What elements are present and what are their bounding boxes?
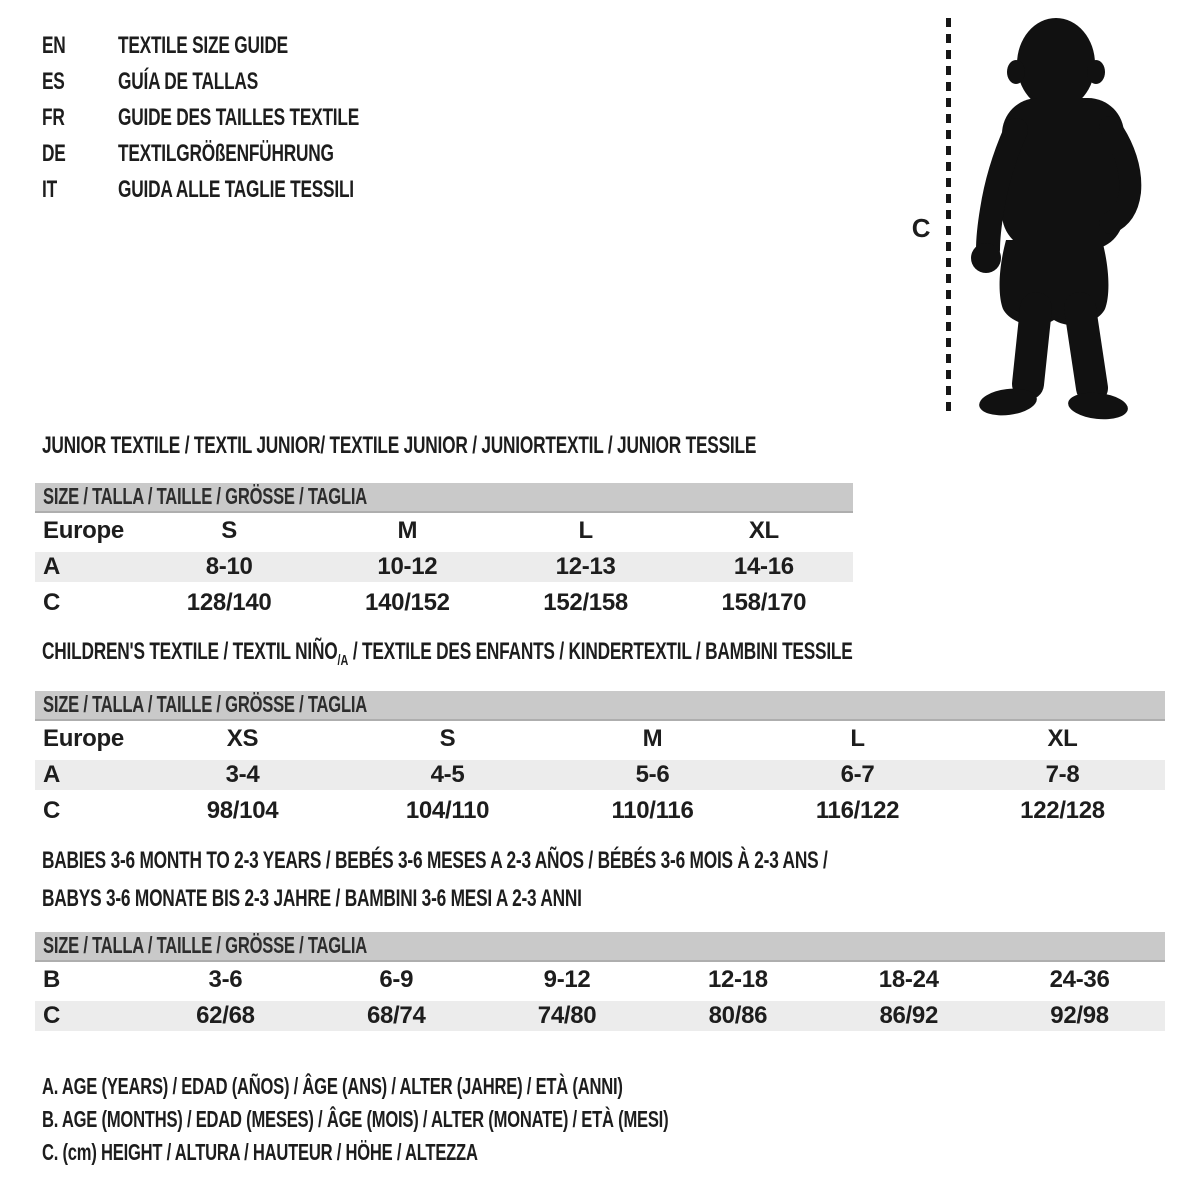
babies-size-table — [35, 932, 1165, 1034]
row-label-cell: A — [43, 761, 61, 788]
table-cell: L — [578, 517, 593, 544]
toddler-silhouette-icon — [958, 12, 1143, 422]
babies-title-line2: BABYS 3-6 MONATE BIS 2-3 JAHRE / BAMBINI 3-6 MESI A 2-3 ANNI — [42, 885, 582, 912]
table-cell: XS — [226, 725, 259, 752]
row-label-cell: A — [43, 553, 61, 580]
table-cell: S — [221, 517, 237, 544]
table-cell: 158/170 — [721, 589, 807, 616]
size-header-bar: SIZE / TALLA / TAILLE / GRÖSSE / TAGLIA — [35, 691, 1165, 721]
language-row — [42, 64, 453, 100]
legend-line-height: C. (cm) HEIGHT / ALTURA / HAUTEUR / HÖHE / ALTEZZA — [42, 1139, 478, 1165]
table-cell: 18-24 — [878, 966, 939, 993]
table-cell: 152/158 — [543, 589, 628, 616]
language-row — [42, 28, 453, 64]
legend-line-age-months: B. AGE (MONTHS) / EDAD (MESES) / ÂGE (MOIS) / ALTER (MONATE) / ETÀ (MESI) — [42, 1106, 669, 1132]
children-section-title — [42, 638, 1168, 669]
table-cell: 4-5 — [430, 761, 465, 788]
language-code: DE — [42, 140, 66, 167]
language-title: TEXTILGRÖßENFÜHRUNG — [118, 140, 334, 167]
table-cell: 12-13 — [555, 553, 616, 580]
table-cell: 68/74 — [366, 1002, 426, 1029]
size-header-bar: SIZE / TALLA / TAILLE / GRÖSSE / TAGLIA — [35, 932, 1165, 962]
table-cell: 74/80 — [537, 1002, 597, 1029]
language-code: EN — [42, 32, 66, 59]
table-cell: 12-18 — [707, 966, 768, 993]
table-cell: S — [439, 725, 456, 752]
table-cell: XL — [1047, 725, 1078, 752]
babies-section-title — [42, 842, 1133, 918]
language-title: GUIDE DES TAILLES TEXTILE — [118, 104, 360, 131]
table-cell: 128/140 — [186, 589, 272, 616]
table-cell: 122/128 — [1020, 797, 1105, 824]
height-dashed-line — [946, 18, 951, 416]
table-cell: 7-8 — [1045, 761, 1080, 788]
language-code: ES — [42, 68, 65, 95]
table-row-height — [35, 585, 853, 621]
table-cell: 86/92 — [879, 1002, 939, 1029]
table-cell: 10-12 — [377, 553, 438, 580]
row-label-cell: C — [43, 797, 61, 824]
table-row-europe — [35, 513, 853, 549]
language-title: GUÍA DE TALLAS — [118, 68, 259, 95]
table-row-height — [35, 998, 1165, 1034]
language-title: TEXTILE SIZE GUIDE — [118, 32, 288, 59]
children-title-suffix: / TEXTILE DES ENFANTS / KINDERTEXTIL / BAMBINI TESSILE — [348, 638, 853, 665]
table-row-europe — [35, 721, 1165, 757]
table-cell: XL — [748, 517, 779, 544]
table-cell: 80/86 — [708, 1002, 768, 1029]
children-title-prefix: CHILDREN'S TEXTILE / TEXTIL NIÑO — [42, 638, 338, 665]
table-cell: M — [397, 517, 418, 544]
language-code: FR — [42, 104, 65, 131]
row-label-cell: Europe — [43, 725, 124, 752]
row-label-cell: C — [43, 589, 61, 616]
table-cell: 3-4 — [225, 761, 260, 788]
table-cell: 14-16 — [733, 553, 794, 580]
children-title-sub: /A — [337, 652, 349, 669]
legend — [42, 1070, 912, 1169]
measure-label-c: C — [911, 213, 931, 243]
row-label-cell: B — [43, 966, 61, 993]
language-title: GUIDA ALLE TAGLIE TESSILI — [118, 176, 354, 203]
table-cell: 104/110 — [405, 797, 490, 824]
table-cell: 5-6 — [635, 761, 670, 788]
language-row — [42, 136, 453, 172]
children-size-table — [35, 691, 1165, 829]
table-cell: L — [850, 725, 865, 752]
table-cell: 92/98 — [1050, 1002, 1109, 1029]
table-cell: M — [642, 725, 663, 752]
language-header — [42, 28, 453, 208]
table-cell: 8-10 — [205, 553, 253, 580]
table-row-age — [35, 549, 853, 585]
row-label-cell: Europe — [43, 517, 124, 544]
size-header-bar: SIZE / TALLA / TAILLE / GRÖSSE / TAGLIA — [35, 483, 853, 513]
table-row-months — [35, 962, 1165, 998]
language-code: IT — [42, 176, 57, 203]
table-row-height — [35, 793, 1165, 829]
table-cell: 98/104 — [206, 797, 279, 824]
table-row-age — [35, 757, 1165, 793]
table-cell: 62/68 — [196, 1002, 255, 1029]
row-label-cell: C — [43, 1002, 61, 1029]
babies-title-line1: BABIES 3-6 MONTH TO 2-3 YEARS / BEBÉS 3-6 MESES A 2-3 AÑOS / BÉBÉS 3-6 MOIS À 2-3 ANS / — [42, 847, 828, 874]
table-cell: 24-36 — [1049, 966, 1110, 993]
table-cell: 110/116 — [611, 797, 694, 824]
table-cell: 6-7 — [840, 761, 875, 788]
junior-section-title: JUNIOR TEXTILE / TEXTIL JUNIOR/ TEXTILE JUNIOR / JUNIORTEXTIL / JUNIOR TESSILE — [42, 432, 757, 459]
table-cell: 116/122 — [815, 797, 900, 824]
table-cell: 140/152 — [365, 589, 450, 616]
language-row — [42, 172, 453, 208]
table-cell: 3-6 — [208, 966, 243, 993]
junior-size-table — [35, 483, 853, 621]
legend-line-age-years: A. AGE (YEARS) / EDAD (AÑOS) / ÂGE (ANS) / ALTER (JAHRE) / ETÀ (ANNI) — [42, 1073, 623, 1099]
language-row — [42, 100, 453, 136]
table-cell: 6-9 — [379, 966, 414, 993]
table-cell: 9-12 — [543, 966, 591, 993]
